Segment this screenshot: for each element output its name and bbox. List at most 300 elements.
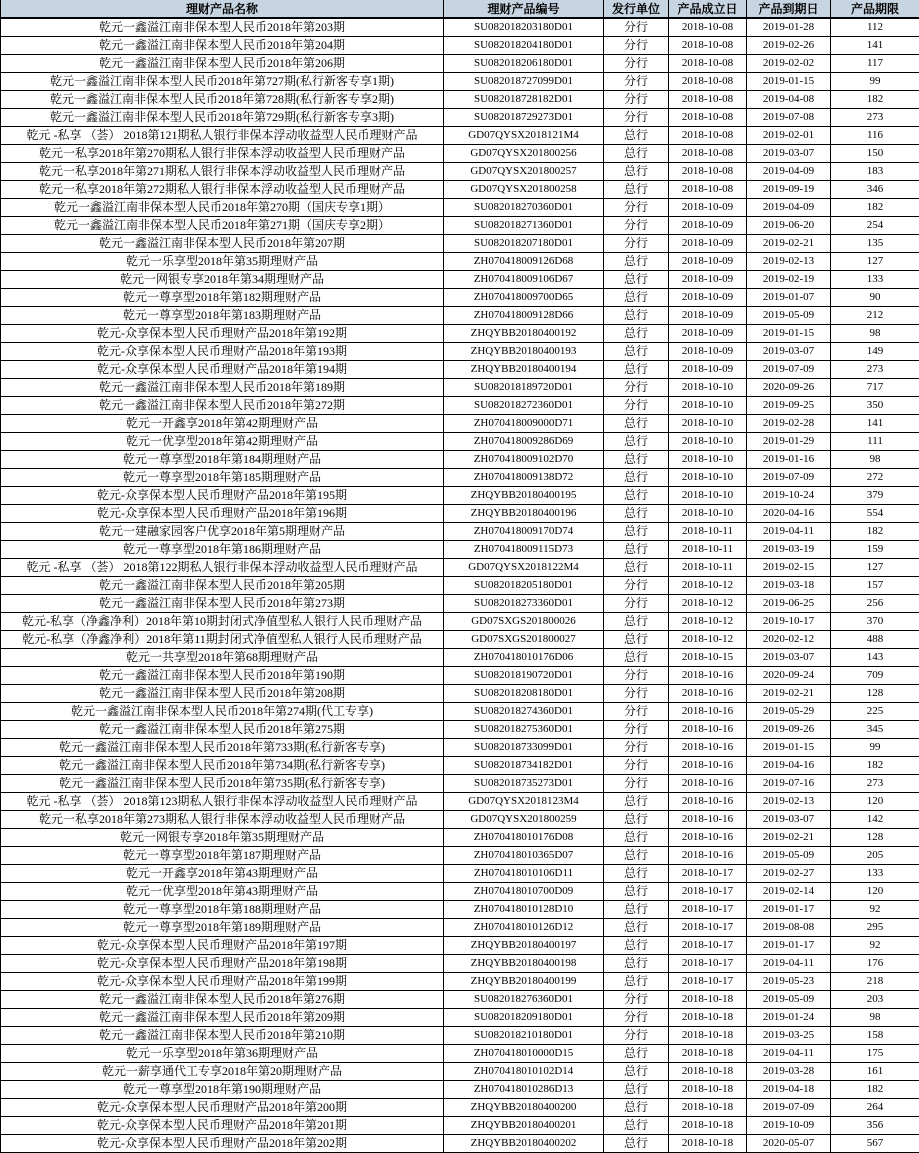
cell-name[interactable]: 乾元-众享保本型人民币理财产品2018年第192期 (1, 324, 444, 342)
cell-term[interactable]: 176 (831, 954, 919, 972)
cell-code[interactable]: GD07QYSX201800257 (444, 162, 604, 180)
cell-name[interactable]: 乾元一私享2018年第273期私人银行非保本浮动收益型人民币理财产品 (1, 810, 444, 828)
cell-term[interactable]: 709 (831, 666, 919, 684)
cell-term[interactable]: 90 (831, 288, 919, 306)
cell-term[interactable]: 356 (831, 1116, 919, 1134)
cell-start[interactable]: 2018-10-16 (669, 684, 747, 702)
cell-end[interactable]: 2019-06-20 (747, 216, 831, 234)
cell-code[interactable]: GD07QYSX2018122M4 (444, 558, 604, 576)
cell-end[interactable]: 2019-01-15 (747, 324, 831, 342)
cell-name[interactable]: 乾元一鑫溢江南非保本型人民币2018年第203期 (1, 18, 444, 36)
cell-code[interactable]: SU082018208180D01 (444, 684, 604, 702)
cell-name[interactable]: 乾元一鑫溢江南非保本型人民币2018年第190期 (1, 666, 444, 684)
cell-start[interactable]: 2018-10-08 (669, 90, 747, 108)
cell-name[interactable]: 乾元一尊享型2018年第186期理财产品 (1, 540, 444, 558)
cell-name[interactable]: 乾元一鑫溢江南非保本型人民币2018年第189期 (1, 378, 444, 396)
cell-term[interactable]: 120 (831, 882, 919, 900)
cell-end[interactable]: 2019-04-09 (747, 162, 831, 180)
cell-name[interactable]: 乾元一乐享型2018年第35期理财产品 (1, 252, 444, 270)
cell-issuer[interactable]: 总行 (604, 288, 669, 306)
cell-code[interactable]: ZH070418009128D66 (444, 306, 604, 324)
cell-code[interactable]: ZHQYBB20180400198 (444, 954, 604, 972)
cell-end[interactable]: 2019-01-07 (747, 288, 831, 306)
cell-name[interactable]: 乾元一开鑫享2018年第42期理财产品 (1, 414, 444, 432)
cell-start[interactable]: 2018-10-12 (669, 612, 747, 630)
cell-issuer[interactable]: 分行 (604, 378, 669, 396)
cell-issuer[interactable]: 总行 (604, 1044, 669, 1062)
cell-end[interactable]: 2019-02-13 (747, 252, 831, 270)
cell-end[interactable]: 2019-02-15 (747, 558, 831, 576)
cell-issuer[interactable]: 分行 (604, 90, 669, 108)
cell-issuer[interactable]: 分行 (604, 18, 669, 36)
cell-end[interactable]: 2019-02-21 (747, 234, 831, 252)
cell-end[interactable]: 2019-02-14 (747, 882, 831, 900)
cell-name[interactable]: 乾元一优享型2018年第43期理财产品 (1, 882, 444, 900)
cell-term[interactable]: 128 (831, 828, 919, 846)
cell-issuer[interactable]: 总行 (604, 1116, 669, 1134)
cell-code[interactable]: ZHQYBB20180400192 (444, 324, 604, 342)
cell-issuer[interactable]: 总行 (604, 648, 669, 666)
cell-start[interactable]: 2018-10-10 (669, 414, 747, 432)
cell-start[interactable]: 2018-10-08 (669, 162, 747, 180)
cell-start[interactable]: 2018-10-18 (669, 1098, 747, 1116)
cell-term[interactable]: 143 (831, 648, 919, 666)
cell-term[interactable]: 133 (831, 864, 919, 882)
column-header-end[interactable]: 产品到期日 (747, 0, 831, 18)
cell-start[interactable]: 2018-10-11 (669, 522, 747, 540)
cell-term[interactable]: 99 (831, 738, 919, 756)
cell-start[interactable]: 2018-10-16 (669, 738, 747, 756)
cell-start[interactable]: 2018-10-16 (669, 828, 747, 846)
cell-term[interactable]: 205 (831, 846, 919, 864)
cell-term[interactable]: 370 (831, 612, 919, 630)
cell-issuer[interactable]: 分行 (604, 198, 669, 216)
cell-issuer[interactable]: 总行 (604, 612, 669, 630)
cell-end[interactable]: 2019-07-08 (747, 108, 831, 126)
cell-code[interactable]: SU082018204180D01 (444, 36, 604, 54)
cell-name[interactable]: 乾元一鑫溢江南非保本型人民币2018年第735期(私行新客专享) (1, 774, 444, 792)
cell-start[interactable]: 2018-10-10 (669, 504, 747, 522)
cell-code[interactable]: SU082018210180D01 (444, 1026, 604, 1044)
cell-name[interactable]: 乾元一鑫溢江南非保本型人民币2018年第272期 (1, 396, 444, 414)
cell-code[interactable]: GD07QYSX2018123M4 (444, 792, 604, 810)
cell-start[interactable]: 2018-10-15 (669, 648, 747, 666)
cell-term[interactable]: 157 (831, 576, 919, 594)
cell-term[interactable]: 142 (831, 810, 919, 828)
cell-code[interactable]: SU082018270360D01 (444, 198, 604, 216)
cell-end[interactable]: 2019-09-25 (747, 396, 831, 414)
column-header-start[interactable]: 产品成立日 (669, 0, 747, 18)
cell-end[interactable]: 2020-05-07 (747, 1134, 831, 1152)
cell-name[interactable]: 乾元-众享保本型人民币理财产品2018年第196期 (1, 504, 444, 522)
cell-start[interactable]: 2018-10-09 (669, 360, 747, 378)
cell-code[interactable]: SU082018209180D01 (444, 1008, 604, 1026)
cell-issuer[interactable]: 分行 (604, 576, 669, 594)
cell-name[interactable]: 乾元一尊享型2018年第188期理财产品 (1, 900, 444, 918)
cell-start[interactable]: 2018-10-16 (669, 792, 747, 810)
cell-issuer[interactable]: 总行 (604, 270, 669, 288)
cell-code[interactable]: ZHQYBB20180400201 (444, 1116, 604, 1134)
cell-start[interactable]: 2018-10-18 (669, 1026, 747, 1044)
cell-start[interactable]: 2018-10-08 (669, 36, 747, 54)
cell-name[interactable]: 乾元一网银专享2018年第34期理财产品 (1, 270, 444, 288)
cell-issuer[interactable]: 分行 (604, 216, 669, 234)
cell-code[interactable]: ZH070418009102D70 (444, 450, 604, 468)
cell-end[interactable]: 2019-03-25 (747, 1026, 831, 1044)
cell-term[interactable]: 182 (831, 198, 919, 216)
cell-start[interactable]: 2018-10-09 (669, 270, 747, 288)
cell-issuer[interactable]: 总行 (604, 414, 669, 432)
cell-name[interactable]: 乾元一私享2018年第271期私人银行非保本浮动收益型人民币理财产品 (1, 162, 444, 180)
cell-term[interactable]: 264 (831, 1098, 919, 1116)
cell-end[interactable]: 2019-04-08 (747, 90, 831, 108)
cell-name[interactable]: 乾元一鑫溢江南非保本型人民币2018年第275期 (1, 720, 444, 738)
cell-term[interactable]: 256 (831, 594, 919, 612)
cell-term[interactable]: 98 (831, 324, 919, 342)
cell-code[interactable]: ZH070418009106D67 (444, 270, 604, 288)
cell-issuer[interactable]: 总行 (604, 846, 669, 864)
cell-name[interactable]: 乾元一尊享型2018年第190期理财产品 (1, 1080, 444, 1098)
cell-end[interactable]: 2019-05-09 (747, 846, 831, 864)
cell-start[interactable]: 2018-10-16 (669, 666, 747, 684)
cell-code[interactable]: ZHQYBB20180400202 (444, 1134, 604, 1152)
cell-end[interactable]: 2019-02-19 (747, 270, 831, 288)
cell-issuer[interactable]: 分行 (604, 702, 669, 720)
cell-issuer[interactable]: 总行 (604, 540, 669, 558)
cell-end[interactable]: 2019-05-29 (747, 702, 831, 720)
cell-start[interactable]: 2018-10-16 (669, 774, 747, 792)
cell-end[interactable]: 2019-05-09 (747, 990, 831, 1008)
cell-issuer[interactable]: 分行 (604, 594, 669, 612)
cell-start[interactable]: 2018-10-08 (669, 54, 747, 72)
cell-code[interactable]: SU082018735273D01 (444, 774, 604, 792)
cell-start[interactable]: 2018-10-18 (669, 1008, 747, 1026)
cell-name[interactable]: 乾元一尊享型2018年第185期理财产品 (1, 468, 444, 486)
cell-start[interactable]: 2018-10-17 (669, 918, 747, 936)
cell-end[interactable]: 2019-07-16 (747, 774, 831, 792)
cell-name[interactable]: 乾元一尊享型2018年第187期理财产品 (1, 846, 444, 864)
cell-name[interactable]: 乾元一建融家园客户优享2018年第5期理财产品 (1, 522, 444, 540)
cell-code[interactable]: ZH070418010286D13 (444, 1080, 604, 1098)
cell-start[interactable]: 2018-10-10 (669, 378, 747, 396)
cell-term[interactable]: 273 (831, 108, 919, 126)
cell-name[interactable]: 乾元一鑫溢江南非保本型人民币2018年第728期(私行新客专享2期) (1, 90, 444, 108)
cell-code[interactable]: ZH070418010365D07 (444, 846, 604, 864)
cell-name[interactable]: 乾元一薪享通代工专享2018年第20期理财产品 (1, 1062, 444, 1080)
cell-code[interactable]: SU082018206180D01 (444, 54, 604, 72)
cell-code[interactable]: ZH070418009000D71 (444, 414, 604, 432)
cell-start[interactable]: 2018-10-09 (669, 342, 747, 360)
cell-term[interactable]: 295 (831, 918, 919, 936)
cell-end[interactable]: 2019-01-16 (747, 450, 831, 468)
cell-code[interactable]: GD07QYSX201800256 (444, 144, 604, 162)
cell-issuer[interactable]: 分行 (604, 738, 669, 756)
cell-term[interactable]: 117 (831, 54, 919, 72)
column-header-code[interactable]: 理财产品编号 (444, 0, 604, 18)
cell-issuer[interactable]: 总行 (604, 324, 669, 342)
cell-start[interactable]: 2018-10-16 (669, 810, 747, 828)
cell-issuer[interactable]: 总行 (604, 1080, 669, 1098)
column-header-term[interactable]: 产品期限 (831, 0, 919, 18)
cell-name[interactable]: 乾元一尊享型2018年第182期理财产品 (1, 288, 444, 306)
cell-term[interactable]: 717 (831, 378, 919, 396)
cell-name[interactable]: 乾元一鑫溢江南非保本型人民币2018年第210期 (1, 1026, 444, 1044)
cell-issuer[interactable]: 总行 (604, 162, 669, 180)
cell-issuer[interactable]: 总行 (604, 1134, 669, 1152)
cell-term[interactable]: 488 (831, 630, 919, 648)
cell-start[interactable]: 2018-10-17 (669, 882, 747, 900)
cell-issuer[interactable]: 总行 (604, 558, 669, 576)
cell-term[interactable]: 273 (831, 360, 919, 378)
cell-end[interactable]: 2019-01-29 (747, 432, 831, 450)
cell-end[interactable]: 2019-02-01 (747, 126, 831, 144)
cell-issuer[interactable]: 分行 (604, 684, 669, 702)
cell-name[interactable]: 乾元一鑫溢江南非保本型人民币2018年第205期 (1, 576, 444, 594)
cell-issuer[interactable]: 总行 (604, 918, 669, 936)
cell-end[interactable]: 2019-03-07 (747, 648, 831, 666)
cell-end[interactable]: 2019-03-19 (747, 540, 831, 558)
cell-name[interactable]: 乾元一私享2018年第272期私人银行非保本浮动收益型人民币理财产品 (1, 180, 444, 198)
cell-start[interactable]: 2018-10-16 (669, 756, 747, 774)
cell-name[interactable]: 乾元一乐享型2018年第36期理财产品 (1, 1044, 444, 1062)
cell-code[interactable]: SU082018189720D01 (444, 378, 604, 396)
cell-issuer[interactable]: 总行 (604, 936, 669, 954)
cell-issuer[interactable]: 总行 (604, 342, 669, 360)
cell-term[interactable]: 175 (831, 1044, 919, 1062)
cell-start[interactable]: 2018-10-09 (669, 252, 747, 270)
cell-term[interactable]: 98 (831, 1008, 919, 1026)
cell-code[interactable]: ZHQYBB20180400197 (444, 936, 604, 954)
cell-term[interactable]: 116 (831, 126, 919, 144)
cell-issuer[interactable]: 分行 (604, 108, 669, 126)
cell-end[interactable]: 2019-10-24 (747, 486, 831, 504)
cell-issuer[interactable]: 总行 (604, 900, 669, 918)
cell-name[interactable]: 乾元-私享（净鑫净利）2018年第11期封闭式净值型私人银行人民币理财产品 (1, 630, 444, 648)
cell-term[interactable]: 212 (831, 306, 919, 324)
cell-term[interactable]: 350 (831, 396, 919, 414)
cell-code[interactable]: ZH070418010126D12 (444, 918, 604, 936)
cell-code[interactable]: SU082018273360D01 (444, 594, 604, 612)
cell-name[interactable]: 乾元-众享保本型人民币理财产品2018年第200期 (1, 1098, 444, 1116)
cell-issuer[interactable]: 分行 (604, 234, 669, 252)
cell-name[interactable]: 乾元 -私享 （荟） 2018第121期私人银行非保本浮动收益型人民币理财产品 (1, 126, 444, 144)
cell-name[interactable]: 乾元 -私享 （荟） 2018第123期私人银行非保本浮动收益型人民币理财产品 (1, 792, 444, 810)
cell-name[interactable]: 乾元-众享保本型人民币理财产品2018年第193期 (1, 342, 444, 360)
cell-start[interactable]: 2018-10-18 (669, 1134, 747, 1152)
cell-start[interactable]: 2018-10-18 (669, 1044, 747, 1062)
cell-end[interactable]: 2019-01-15 (747, 738, 831, 756)
cell-name[interactable]: 乾元一尊享型2018年第184期理财产品 (1, 450, 444, 468)
cell-code[interactable]: SU082018728182D01 (444, 90, 604, 108)
cell-issuer[interactable]: 总行 (604, 972, 669, 990)
cell-term[interactable]: 128 (831, 684, 919, 702)
cell-code[interactable]: ZH070418010128D10 (444, 900, 604, 918)
cell-start[interactable]: 2018-10-09 (669, 306, 747, 324)
cell-code[interactable]: ZH070418009138D72 (444, 468, 604, 486)
cell-issuer[interactable]: 总行 (604, 792, 669, 810)
cell-term[interactable]: 254 (831, 216, 919, 234)
cell-end[interactable]: 2019-02-21 (747, 828, 831, 846)
cell-name[interactable]: 乾元一鑫溢江南非保本型人民币2018年第208期 (1, 684, 444, 702)
cell-name[interactable]: 乾元-众享保本型人民币理财产品2018年第201期 (1, 1116, 444, 1134)
cell-term[interactable]: 183 (831, 162, 919, 180)
cell-end[interactable]: 2019-05-23 (747, 972, 831, 990)
cell-code[interactable]: SU082018271360D01 (444, 216, 604, 234)
cell-issuer[interactable]: 总行 (604, 1098, 669, 1116)
cell-start[interactable]: 2018-10-16 (669, 702, 747, 720)
cell-end[interactable]: 2019-04-11 (747, 522, 831, 540)
cell-name[interactable]: 乾元一鑫溢江南非保本型人民币2018年第207期 (1, 234, 444, 252)
cell-end[interactable]: 2019-01-24 (747, 1008, 831, 1026)
cell-name[interactable]: 乾元-众享保本型人民币理财产品2018年第197期 (1, 936, 444, 954)
cell-issuer[interactable]: 总行 (604, 432, 669, 450)
cell-start[interactable]: 2018-10-08 (669, 72, 747, 90)
cell-code[interactable]: SU082018733099D01 (444, 738, 604, 756)
cell-end[interactable]: 2020-02-12 (747, 630, 831, 648)
cell-term[interactable]: 141 (831, 36, 919, 54)
cell-name[interactable]: 乾元一鑫溢江南非保本型人民币2018年第273期 (1, 594, 444, 612)
cell-name[interactable]: 乾元一鑫溢江南非保本型人民币2018年第276期 (1, 990, 444, 1008)
cell-term[interactable]: 120 (831, 792, 919, 810)
cell-end[interactable]: 2019-03-07 (747, 342, 831, 360)
cell-issuer[interactable]: 总行 (604, 144, 669, 162)
cell-term[interactable]: 127 (831, 558, 919, 576)
cell-code[interactable]: ZH070418010000D15 (444, 1044, 604, 1062)
cell-issuer[interactable]: 总行 (604, 954, 669, 972)
cell-name[interactable]: 乾元-众享保本型人民币理财产品2018年第202期 (1, 1134, 444, 1152)
cell-term[interactable]: 379 (831, 486, 919, 504)
cell-term[interactable]: 135 (831, 234, 919, 252)
cell-name[interactable]: 乾元一网银专享2018年第35期理财产品 (1, 828, 444, 846)
cell-name[interactable]: 乾元一鑫溢江南非保本型人民币2018年第734期(私行新客专享) (1, 756, 444, 774)
cell-start[interactable]: 2018-10-17 (669, 954, 747, 972)
cell-issuer[interactable]: 总行 (604, 630, 669, 648)
cell-end[interactable]: 2019-08-08 (747, 918, 831, 936)
cell-term[interactable]: 161 (831, 1062, 919, 1080)
cell-end[interactable]: 2019-02-26 (747, 36, 831, 54)
cell-issuer[interactable]: 总行 (604, 864, 669, 882)
cell-term[interactable]: 150 (831, 144, 919, 162)
cell-name[interactable]: 乾元一共享型2018年第68期理财产品 (1, 648, 444, 666)
cell-start[interactable]: 2018-10-16 (669, 846, 747, 864)
cell-end[interactable]: 2019-09-19 (747, 180, 831, 198)
cell-code[interactable]: ZHQYBB20180400196 (444, 504, 604, 522)
cell-start[interactable]: 2018-10-11 (669, 540, 747, 558)
cell-start[interactable]: 2018-10-09 (669, 324, 747, 342)
cell-code[interactable]: GD07SXGS201800026 (444, 612, 604, 630)
cell-name[interactable]: 乾元-众享保本型人民币理财产品2018年第194期 (1, 360, 444, 378)
cell-code[interactable]: GD07QYSX201800259 (444, 810, 604, 828)
cell-code[interactable]: ZH070418009700D65 (444, 288, 604, 306)
cell-end[interactable]: 2019-07-09 (747, 1098, 831, 1116)
cell-term[interactable]: 346 (831, 180, 919, 198)
cell-issuer[interactable]: 分行 (604, 720, 669, 738)
cell-code[interactable]: ZH070418010176D08 (444, 828, 604, 846)
cell-end[interactable]: 2019-01-17 (747, 900, 831, 918)
cell-code[interactable]: SU082018272360D01 (444, 396, 604, 414)
cell-term[interactable]: 182 (831, 1080, 919, 1098)
cell-issuer[interactable]: 总行 (604, 360, 669, 378)
cell-end[interactable]: 2019-04-16 (747, 756, 831, 774)
cell-end[interactable]: 2019-06-25 (747, 594, 831, 612)
cell-code[interactable]: ZH070418010106D11 (444, 864, 604, 882)
cell-name[interactable]: 乾元 -私享 （荟） 2018第122期私人银行非保本浮动收益型人民币理财产品 (1, 558, 444, 576)
cell-issuer[interactable]: 总行 (604, 1062, 669, 1080)
cell-term[interactable]: 149 (831, 342, 919, 360)
cell-start[interactable]: 2018-10-10 (669, 450, 747, 468)
cell-term[interactable]: 182 (831, 522, 919, 540)
cell-code[interactable]: SU082018205180D01 (444, 576, 604, 594)
cell-name[interactable]: 乾元一鑫溢江南非保本型人民币2018年第209期 (1, 1008, 444, 1026)
cell-term[interactable]: 203 (831, 990, 919, 1008)
cell-name[interactable]: 乾元一尊享型2018年第183期理财产品 (1, 306, 444, 324)
cell-term[interactable]: 567 (831, 1134, 919, 1152)
cell-term[interactable]: 554 (831, 504, 919, 522)
cell-term[interactable]: 159 (831, 540, 919, 558)
cell-code[interactable]: SU082018275360D01 (444, 720, 604, 738)
cell-issuer[interactable]: 分行 (604, 990, 669, 1008)
cell-code[interactable]: SU082018729273D01 (444, 108, 604, 126)
cell-start[interactable]: 2018-10-18 (669, 1062, 747, 1080)
cell-start[interactable]: 2018-10-10 (669, 486, 747, 504)
cell-start[interactable]: 2018-10-08 (669, 180, 747, 198)
cell-name[interactable]: 乾元一鑫溢江南非保本型人民币2018年第727期(私行新客专享1期) (1, 72, 444, 90)
column-header-name[interactable]: 理财产品名称 (1, 0, 444, 18)
cell-name[interactable]: 乾元一开鑫享2018年第43期理财产品 (1, 864, 444, 882)
cell-issuer[interactable]: 分行 (604, 54, 669, 72)
cell-end[interactable]: 2019-02-27 (747, 864, 831, 882)
cell-term[interactable]: 272 (831, 468, 919, 486)
cell-code[interactable]: ZH070418009115D73 (444, 540, 604, 558)
cell-name[interactable]: 乾元一鑫溢江南非保本型人民币2018年第729期(私行新客专享3期) (1, 108, 444, 126)
cell-code[interactable]: ZHQYBB20180400194 (444, 360, 604, 378)
cell-end[interactable]: 2020-09-26 (747, 378, 831, 396)
cell-end[interactable]: 2019-03-07 (747, 144, 831, 162)
cell-term[interactable]: 158 (831, 1026, 919, 1044)
cell-code[interactable]: ZHQYBB20180400195 (444, 486, 604, 504)
cell-code[interactable]: ZHQYBB20180400199 (444, 972, 604, 990)
cell-issuer[interactable]: 分行 (604, 72, 669, 90)
cell-end[interactable]: 2019-01-15 (747, 72, 831, 90)
cell-term[interactable]: 218 (831, 972, 919, 990)
cell-issuer[interactable]: 分行 (604, 666, 669, 684)
cell-issuer[interactable]: 总行 (604, 450, 669, 468)
cell-term[interactable]: 141 (831, 414, 919, 432)
cell-end[interactable]: 2019-05-09 (747, 306, 831, 324)
cell-code[interactable]: SU082018207180D01 (444, 234, 604, 252)
cell-name[interactable]: 乾元一优享型2018年第42期理财产品 (1, 432, 444, 450)
cell-start[interactable]: 2018-10-09 (669, 216, 747, 234)
cell-code[interactable]: SU082018203180D01 (444, 18, 604, 36)
cell-term[interactable]: 111 (831, 432, 919, 450)
cell-start[interactable]: 2018-10-09 (669, 288, 747, 306)
cell-issuer[interactable]: 总行 (604, 828, 669, 846)
cell-code[interactable]: ZH070418010176D06 (444, 648, 604, 666)
cell-code[interactable]: ZH070418009286D69 (444, 432, 604, 450)
cell-term[interactable]: 98 (831, 450, 919, 468)
cell-issuer[interactable]: 总行 (604, 486, 669, 504)
cell-issuer[interactable]: 分行 (604, 756, 669, 774)
cell-end[interactable]: 2020-04-16 (747, 504, 831, 522)
cell-end[interactable]: 2019-04-11 (747, 1044, 831, 1062)
cell-end[interactable]: 2019-10-09 (747, 1116, 831, 1134)
cell-end[interactable]: 2019-03-28 (747, 1062, 831, 1080)
cell-code[interactable]: SU082018190720D01 (444, 666, 604, 684)
cell-code[interactable]: ZH070418009170D74 (444, 522, 604, 540)
cell-start[interactable]: 2018-10-18 (669, 1080, 747, 1098)
cell-issuer[interactable]: 总行 (604, 810, 669, 828)
cell-start[interactable]: 2018-10-12 (669, 594, 747, 612)
